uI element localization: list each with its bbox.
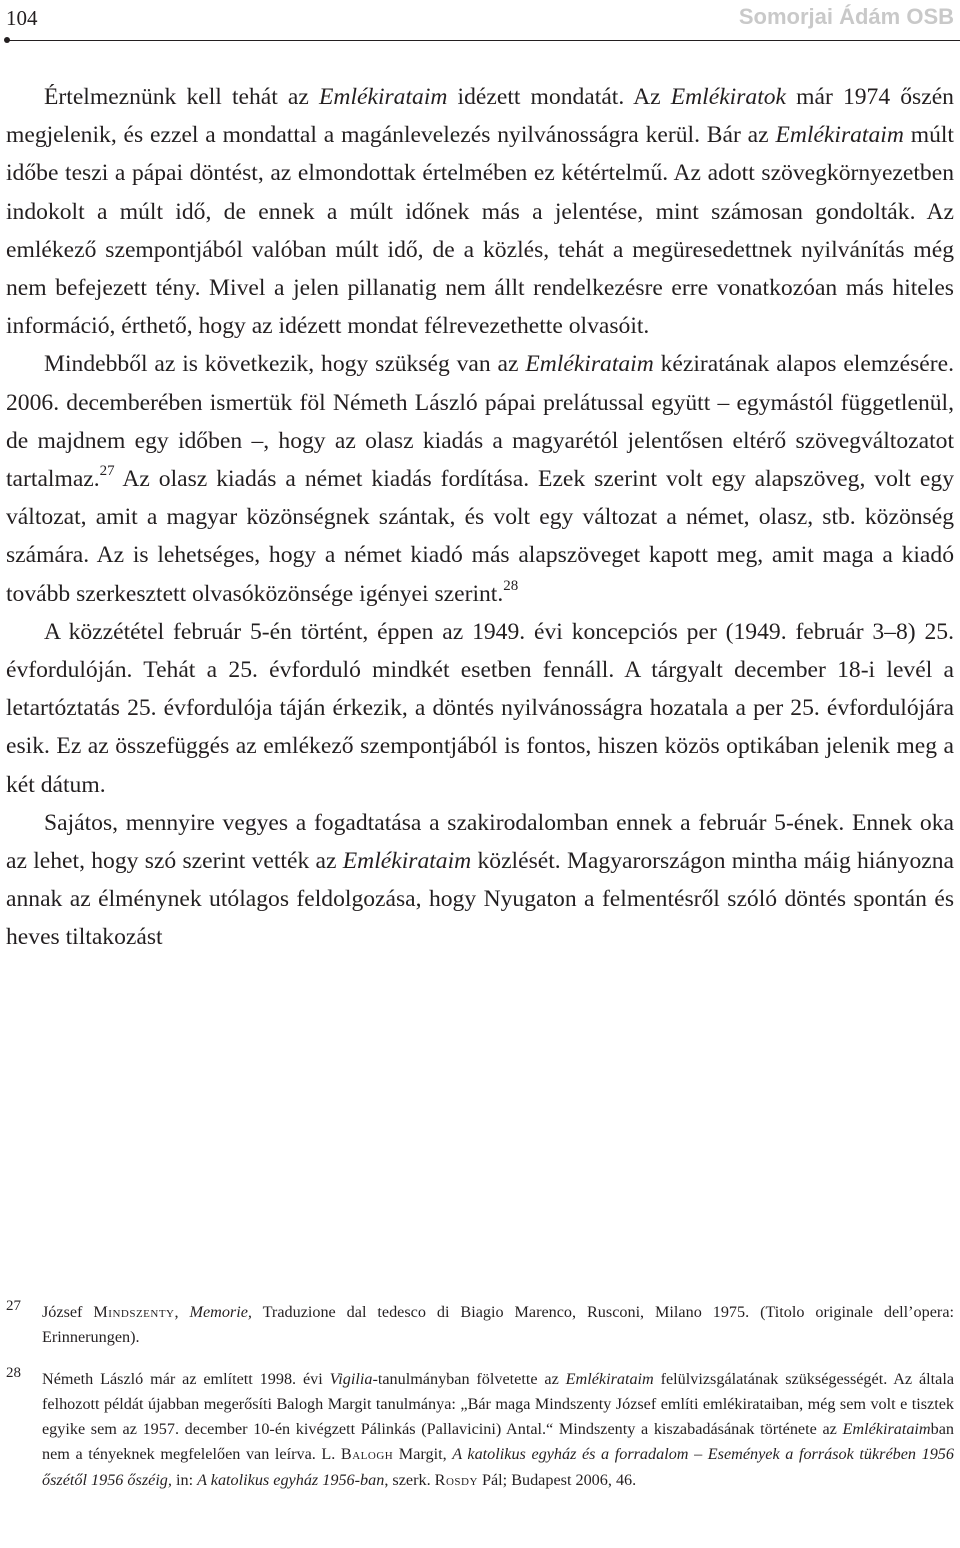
text-run: Margit,	[393, 1445, 453, 1464]
italic-title: Emlékirataim	[842, 1420, 931, 1439]
text-run: Mindebből az is következik, hogy szükség van az	[44, 351, 526, 378]
text-run: közlését. Magyarországon mintha máig hiányozna annak az élménynek utólagos feldolgozása, hogy Nyugaton a felmentésről szóló döntés spontán és heves tiltakozást	[6, 848, 954, 951]
author-surname: Rosdy	[434, 1470, 478, 1489]
text-run: Sajátos, mennyire vegyes a fogadtatása a szakirodalomban ennek a február 5-ének. Ennek oka az lehet, hogy szó szerint vették az	[6, 809, 954, 875]
italic-title: Emlékiratok	[670, 84, 787, 110]
text-run: felülvizsgálatának szükségességét. Az általa felhozott példát újabban megerősíti Balogh Margit tanulmánya: „Bár maga Mindszenty József említi emlékirataiban, még sem volt e tisztek egyike sem az 1957. december 10-én kivégzett Pálinkás (Pallavicini) Antal.“ Mindszenty a kiszabadásának története az	[42, 1369, 955, 1439]
italic-title: Emlékirataim	[525, 351, 654, 378]
italic-title: Vigilia	[329, 1369, 373, 1388]
footnote-number: 27	[6, 1298, 21, 1314]
paragraph-2	[6, 345, 954, 612]
footnotes	[6, 1300, 954, 1509]
author-surname: Balogh	[340, 1445, 394, 1464]
page-header	[0, 0, 960, 44]
page-number: 104	[6, 6, 38, 30]
footnote-ref-27[interactable]: 27	[99, 463, 115, 480]
text-run: kéziratának alapos elemzésére. 2006. decemberében ismertük föl Németh László pápai prelátussal együtt – egymástól függetlenül, de majdnem egy időben –, hogy az olasz kiadás a magyarétól jelentősen eltérő szövegváltozatot tartalmaz.	[6, 351, 955, 493]
italic-title: Memorie,	[189, 1303, 252, 1321]
text-run: idézett mondatát. Az	[447, 84, 671, 110]
paragraph-3: A közzététel február 5-én történt, éppen az 1949. évi koncepciós per (1949. február 3–8) 25. évfordulóján. Tehát a 25. évforduló mindkét esetben fennáll. A tárgyalt december 18-i levél a letartóztatás 25. évfordulója táján érkezik, a döntés nyilvánosságra hozatala a per 25. évfordulójára esik. Ez az összefüggés az emlékező szempontjából is fontos, hiszen közös optikában jelenik meg a két dátum.	[6, 618, 954, 798]
italic-title: Emlékirataim	[342, 848, 472, 875]
text-run: -tanulmányban fölvetette az	[372, 1369, 566, 1388]
text-run: Traduzione dal tedesco di Biagio Marenco, Rusconi, Milano 1975. (Titolo originale dell’opera: Erinnerungen).	[42, 1303, 954, 1347]
footnote-ref-28[interactable]: 28	[503, 577, 519, 594]
footnote-27	[6, 1300, 954, 1351]
text-run: múlt időbe teszi a pápai döntést, az elmondottak értelmében ez kétértelmű. Az adott szövegkörnyezetben indokolt a múlt idő, de ennek a múlt időnek más a jelentése, mint számosan gondolták. Az emlékező szempontjából valóban múlt idő, de a közlés, tehát a megüresedettnek nyilvánítás még nem befejezett tény. Mivel a jelen pillanatig nem állt rendelkezésre erre vonatkozóan más hiteles információ, érthető, hogy az idézett mondat félrevezethette olvasóit.	[6, 122, 954, 340]
footnote-28	[6, 1364, 955, 1493]
footnote-number: 28	[6, 1364, 21, 1381]
italic-title: Emlékirataim	[565, 1369, 654, 1388]
text-run: ,	[174, 1303, 190, 1321]
text-run: Pál; Budapest 2006, 46.	[477, 1470, 637, 1489]
body-text	[6, 78, 954, 957]
text-run: , szerk.	[384, 1470, 435, 1489]
text-run: Értelmeznünk kell tehát az	[44, 84, 319, 110]
paragraph-1	[6, 78, 954, 345]
italic-title: A katolikus egyház és a forradalom – Események a források tükrében 1956 őszétől 1956 őszéig,	[42, 1445, 954, 1489]
italic-title: Emlékirataim	[775, 122, 904, 149]
text-run: Az olasz kiadás a német kiadás fordítása. Ezek szerint volt egy alapszöveg, volt egy változat, amit a magyar közönségnek szántak, és volt egy változat a német, olasz, stb. közönség számára. Az is lehetséges, hogy a német kiadó más alapszöveget kapott meg, amit maga a kiadó tovább szerkesztett olvasóközönsége igényei szerint.	[6, 466, 954, 607]
text-run: Németh László már az említett 1998. évi	[42, 1369, 330, 1388]
text-run: ban nem a tényeknek megfelelően van leírva. L.	[42, 1420, 954, 1464]
text-run: in:	[171, 1470, 198, 1489]
running-head: Somorjai Ádám OSB	[738, 4, 954, 29]
italic-title: A katolikus egyház 1956-ban	[197, 1470, 385, 1489]
text-run: József	[42, 1303, 94, 1321]
paragraph-4	[6, 804, 954, 957]
author-surname: Mindszenty	[93, 1303, 175, 1321]
header-rule	[6, 40, 960, 41]
text-run: már 1974 őszén megjelenik, és ezzel a mondattal a magánlevelezés nyilvánosságra kerül. Bár az	[6, 84, 954, 149]
header-rule-dot	[4, 37, 10, 43]
italic-title: Emlékirataim	[319, 84, 448, 110]
